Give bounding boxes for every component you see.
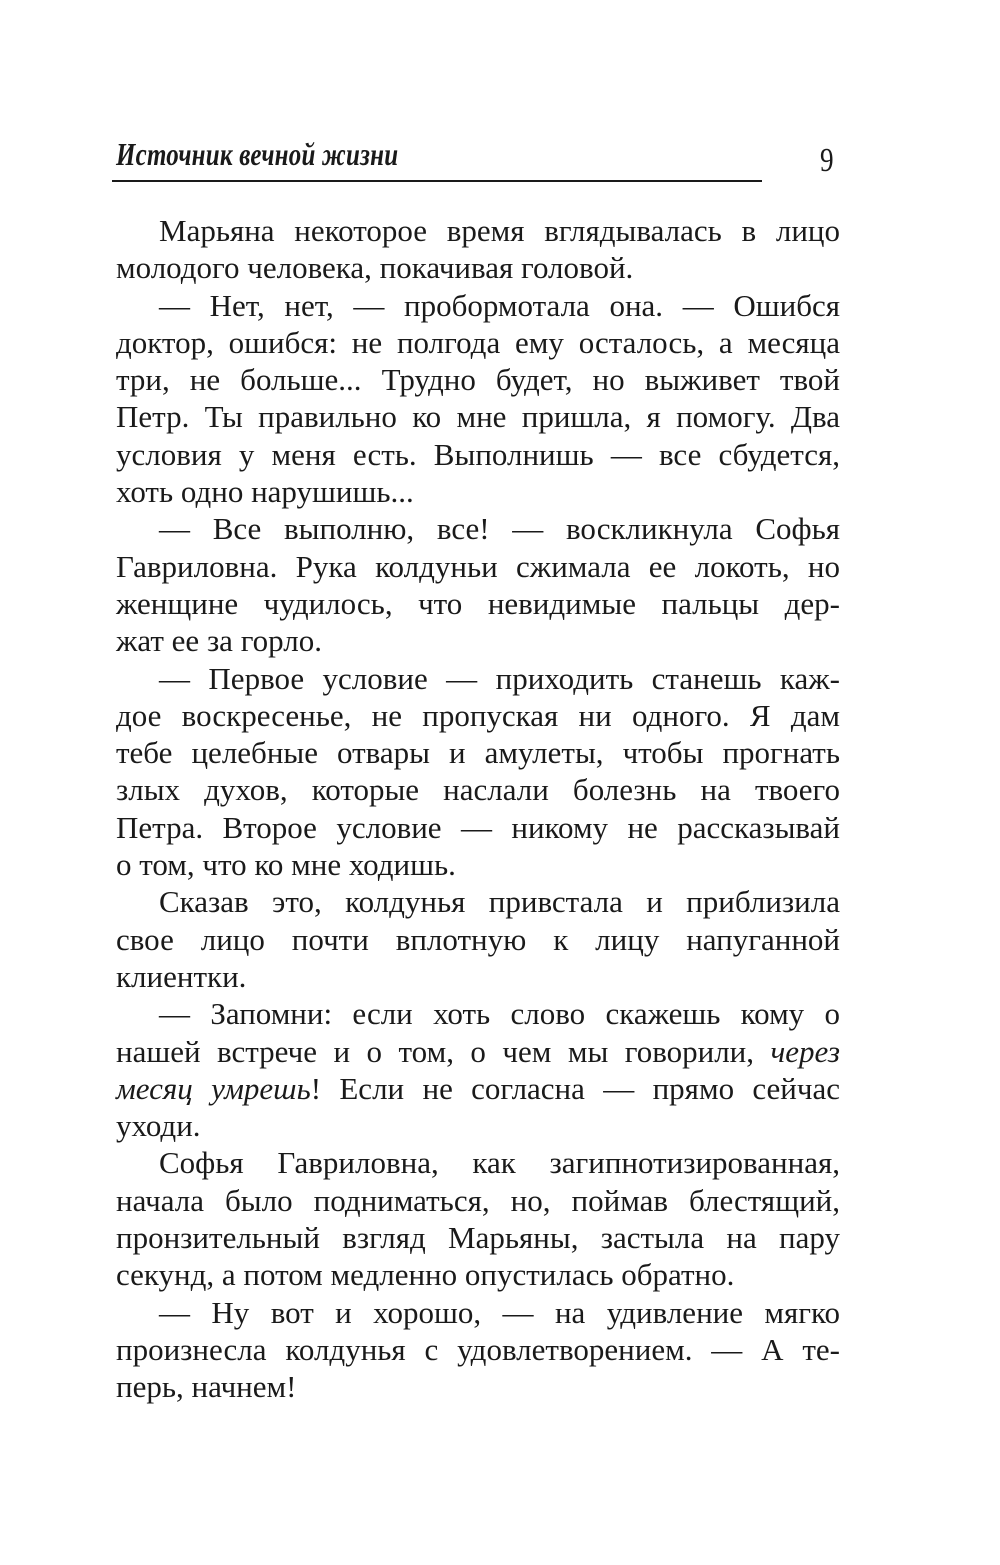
text-line: произнесла колдунья с удовлетворением. — А те- (116, 1331, 840, 1367)
text-line: условия у меня есть. Выполнишь — все сбудется, (116, 436, 840, 472)
text-line: тебе целебные отвары и амулеты, чтобы прогнать (116, 735, 840, 771)
text-line: перь, начнем! (116, 1369, 297, 1405)
text-line: злых духов, которые наслали болезнь на твоего (116, 772, 840, 808)
body-text (116, 212, 840, 1406)
page-number: 9 (820, 142, 834, 179)
paragraph-1 (116, 212, 840, 287)
text-line: — Все выполню, все! — воскликнула Софья (159, 511, 840, 547)
paragraph-3 (116, 510, 840, 659)
text-line: свое лицо почти вплотную к лицу напуганной (116, 921, 840, 957)
text-line: Марьяна некоторое время вглядывалась в лицо (159, 213, 840, 248)
text-line: Софья Гавриловна, как загипнотизированная, (159, 1145, 840, 1181)
text-run: нашей встрече и о том, о чем мы говорили, (116, 1033, 771, 1069)
text-line: Петра. Второе условие — никому не рассказывай (116, 809, 840, 845)
paragraph-4 (116, 660, 840, 884)
text-line: три, не больше... Трудно будет, но выживет твой (116, 362, 840, 398)
text-line: уходи. (116, 1108, 201, 1144)
text-run: ! Если не согласна — прямо сейчас (310, 1070, 841, 1106)
text-line: хоть одно нарушишь... (116, 474, 414, 510)
text-line: — Нет, нет, — пробормотала она. — Ошибся (159, 287, 840, 323)
text-line: доктор, ошибся: не полгода ему осталось, а месяца (116, 324, 840, 360)
paragraph-8 (116, 1294, 840, 1406)
text-line: — Ну вот и хорошо, — на удивление мягко (159, 1294, 840, 1330)
text-line: дое воскресенье, не пропуская ни одного. Я дам (116, 697, 840, 733)
text-line (116, 1033, 840, 1070)
paragraph-5 (116, 883, 840, 995)
text-line (116, 1070, 840, 1107)
paragraph-7 (116, 1144, 840, 1293)
running-title: Источник вечной жизни (116, 136, 399, 172)
text-line: клиентки. (116, 958, 247, 994)
text-line: пронзительный взгляд Марьяны, застыла на пару (116, 1220, 840, 1256)
running-header (112, 134, 762, 182)
text-line: жат ее за горло. (116, 623, 322, 659)
text-line: Гавриловна. Рука колдуньи сжимала ее локоть, но (116, 548, 840, 584)
text-line: Петр. Ты правильно ко мне пришла, я помогу. Два (116, 399, 840, 435)
emphasis-text: месяц умрешь (116, 1070, 311, 1106)
text-line: начала было подниматься, но, поймав блестящий, (116, 1182, 840, 1218)
emphasis-text: через (770, 1033, 840, 1069)
text-line: о том, что ко мне ходишь. (116, 847, 456, 883)
text-line: — Первое условие — приходить станешь каж- (159, 660, 840, 696)
text-line: Сказав это, колдунья привстала и приблизила (159, 884, 840, 920)
text-line: — Запомни: если хоть слово скажешь кому о (159, 996, 840, 1032)
paragraph-2 (116, 287, 840, 511)
text-line: секунд, а потом медленно опустилась обратно. (116, 1257, 735, 1293)
text-line: молодого человека, покачивая головой. (116, 250, 634, 286)
text-line: женщине чудилось, что невидимые пальцы дер- (116, 585, 840, 621)
paragraph-6 (116, 995, 840, 1144)
